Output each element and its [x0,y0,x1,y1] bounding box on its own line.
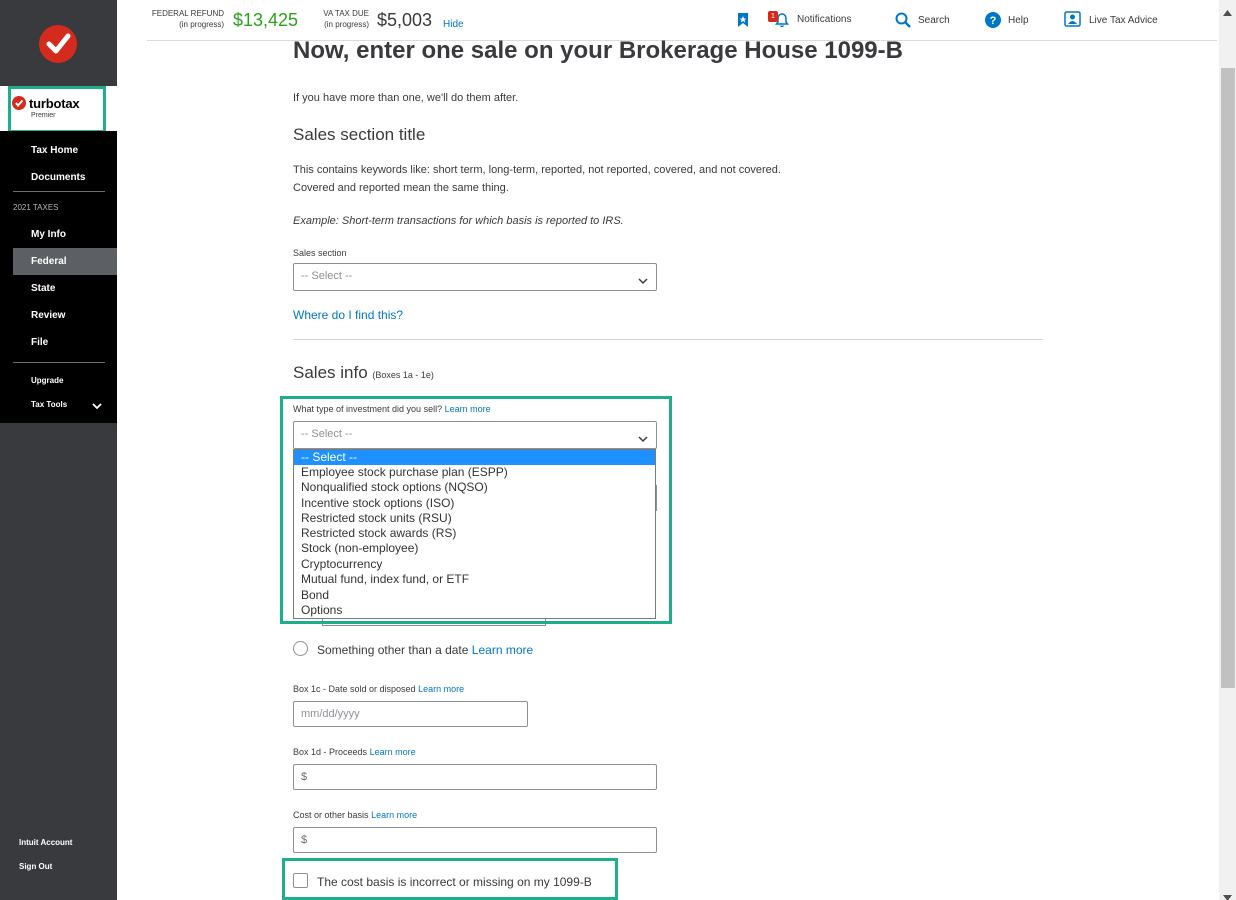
sales-section-select[interactable] [293,263,657,291]
sales-info-boxes: (Boxes 1a - 1e) [372,370,434,380]
dropdown-option[interactable]: Cryptocurrency [301,557,383,571]
other-than-date-learn-more-link[interactable]: Learn more [471,643,534,657]
dropdown-option[interactable]: Options [301,603,343,617]
search-link[interactable]: Search [918,15,950,26]
hide-link[interactable]: Hide [443,19,464,30]
live-advice-icon[interactable] [1064,11,1081,32]
brand-edition: Premier [31,112,56,119]
dropdown-option[interactable]: Restricted stock awards (RS) [301,526,457,540]
brand-highlight-box [8,86,106,133]
select-value: -- Select -- [301,428,353,440]
notifications-link[interactable]: Notifications [797,14,852,25]
other-than-date-radio[interactable] [293,641,308,656]
dropdown-option[interactable]: Stock (non-employee) [301,541,419,555]
dropdown-option[interactable]: Employee stock purchase plan (ESPP) [301,465,508,479]
proceeds-input[interactable] [293,764,657,790]
sidebar-item-tax-home[interactable]: Tax Home [31,145,79,156]
federal-status-text: (in progress) [179,20,224,29]
box1c-learn-more-link[interactable]: Learn more [418,684,465,694]
box1d-label [293,747,416,757]
investment-highlight-box [280,396,672,624]
dropdown-option[interactable]: Mutual fund, index fund, or ETF [301,572,470,586]
sidebar-item-sign-out[interactable]: Sign Out [19,862,53,871]
box1d-label-text: Box 1d - Proceeds [293,747,368,757]
sidebar-item-tax-tools[interactable]: Tax Tools [31,400,68,409]
dropdown-option[interactable]: Restricted stock units (RSU) [301,511,452,525]
scroll-down-icon[interactable] [1223,888,1232,900]
state-tax-amount: $5,003 [377,10,433,30]
date-placeholder: mm/dd/yyyy [301,708,360,720]
other-than-date-label [317,643,533,657]
cost-basis-input[interactable] [293,827,657,853]
investment-learn-more-link[interactable]: Learn more [444,404,491,414]
help-icon[interactable] [985,12,1001,33]
other-than-date-text: Something other than a date [317,643,469,657]
top-bar [147,0,1217,41]
turbotax-check-logo-icon[interactable] [39,25,77,63]
sidebar-item-documents[interactable]: Documents [31,172,86,183]
live-tax-advice-link[interactable]: Live Tax Advice [1089,15,1158,26]
nav-divider [13,362,105,363]
sidebar-item-federal[interactable]: Federal [31,256,67,267]
page-subtitle: If you have more than one, we'll do them after. [293,92,519,104]
sales-info-title: Sales info [293,363,368,382]
dropdown-option[interactable]: Incentive stock options (ISO) [301,496,455,510]
dropdown-option[interactable]: -- Select -- [294,450,655,465]
bookmark-icon[interactable] [737,12,749,33]
select-value: -- Select -- [301,270,353,282]
brand-name: turbotax [29,96,80,111]
sales-section-label: Sales section [293,248,347,258]
keywords-text-1: This contains keywords like: short term, long-term, reported, not reported, covered, and not covered. [293,164,781,176]
sidebar-item-state[interactable]: State [31,283,56,294]
example-text: Example: Short-term transactions for which basis is reported to IRS. [293,215,624,227]
sidebar-item-upgrade[interactable]: Upgrade [31,376,64,385]
dollar-prefix: $ [301,834,308,846]
cost-basis-incorrect-label[interactable]: The cost basis is incorrect or missing on my 1099-B [317,875,592,889]
sidebar-item-file[interactable]: File [31,337,49,348]
sidebar-item-my-info[interactable]: My Info [31,229,66,240]
date-sold-input[interactable] [293,701,528,727]
cost-basis-label-text: Cost or other basis [293,810,369,820]
sales-section-heading: Sales section title [293,125,426,144]
dropdown-option[interactable]: Bond [301,588,330,602]
where-find-link[interactable]: Where do I find this? [293,308,404,322]
keywords-text-2: Covered and reported mean the same thing. [293,182,509,194]
cost-basis-label [293,810,417,820]
state-tax-label [312,8,369,30]
state-label-text: VA TAX DUE [323,9,369,18]
nav-divider [13,191,105,192]
dropdown-option[interactable]: Nonqualified stock options (NQSO) [301,480,488,494]
scrollbar-thumb[interactable] [1221,68,1235,688]
cost-basis-highlight-box [282,858,618,900]
chevron-down-icon [638,273,648,283]
dollar-prefix: $ [301,771,308,783]
box1c-label-text: Box 1c - Date sold or disposed [293,684,416,694]
sales-info-heading [293,363,434,383]
help-link[interactable]: Help [1008,15,1029,26]
federal-refund-label [147,8,224,30]
cost-basis-learn-more-link[interactable]: Learn more [371,810,418,820]
box1c-label [293,684,464,694]
investment-question-text: What type of investment did you sell? [293,404,443,414]
sidebar-section-title: 2021 TAXES [13,203,59,212]
box1d-learn-more-link[interactable]: Learn more [369,747,416,757]
sidebar-item-review[interactable]: Review [31,310,66,321]
section-divider [293,339,1043,340]
federal-refund-amount: $13,425 [233,10,299,30]
page-title: Now, enter one sale on your Brokerage House 1099-B [293,37,903,64]
search-icon[interactable] [895,12,911,33]
federal-label-text: FEDERAL REFUND [151,9,224,18]
svg-text:?: ? [989,15,997,27]
scroll-up-icon[interactable] [1223,3,1232,21]
state-status-text: (in progress) [324,20,369,29]
notification-badge: 1 [768,11,778,22]
sidebar-item-intuit-account[interactable]: Intuit Account [19,838,73,847]
chevron-down-icon[interactable] [92,398,102,408]
